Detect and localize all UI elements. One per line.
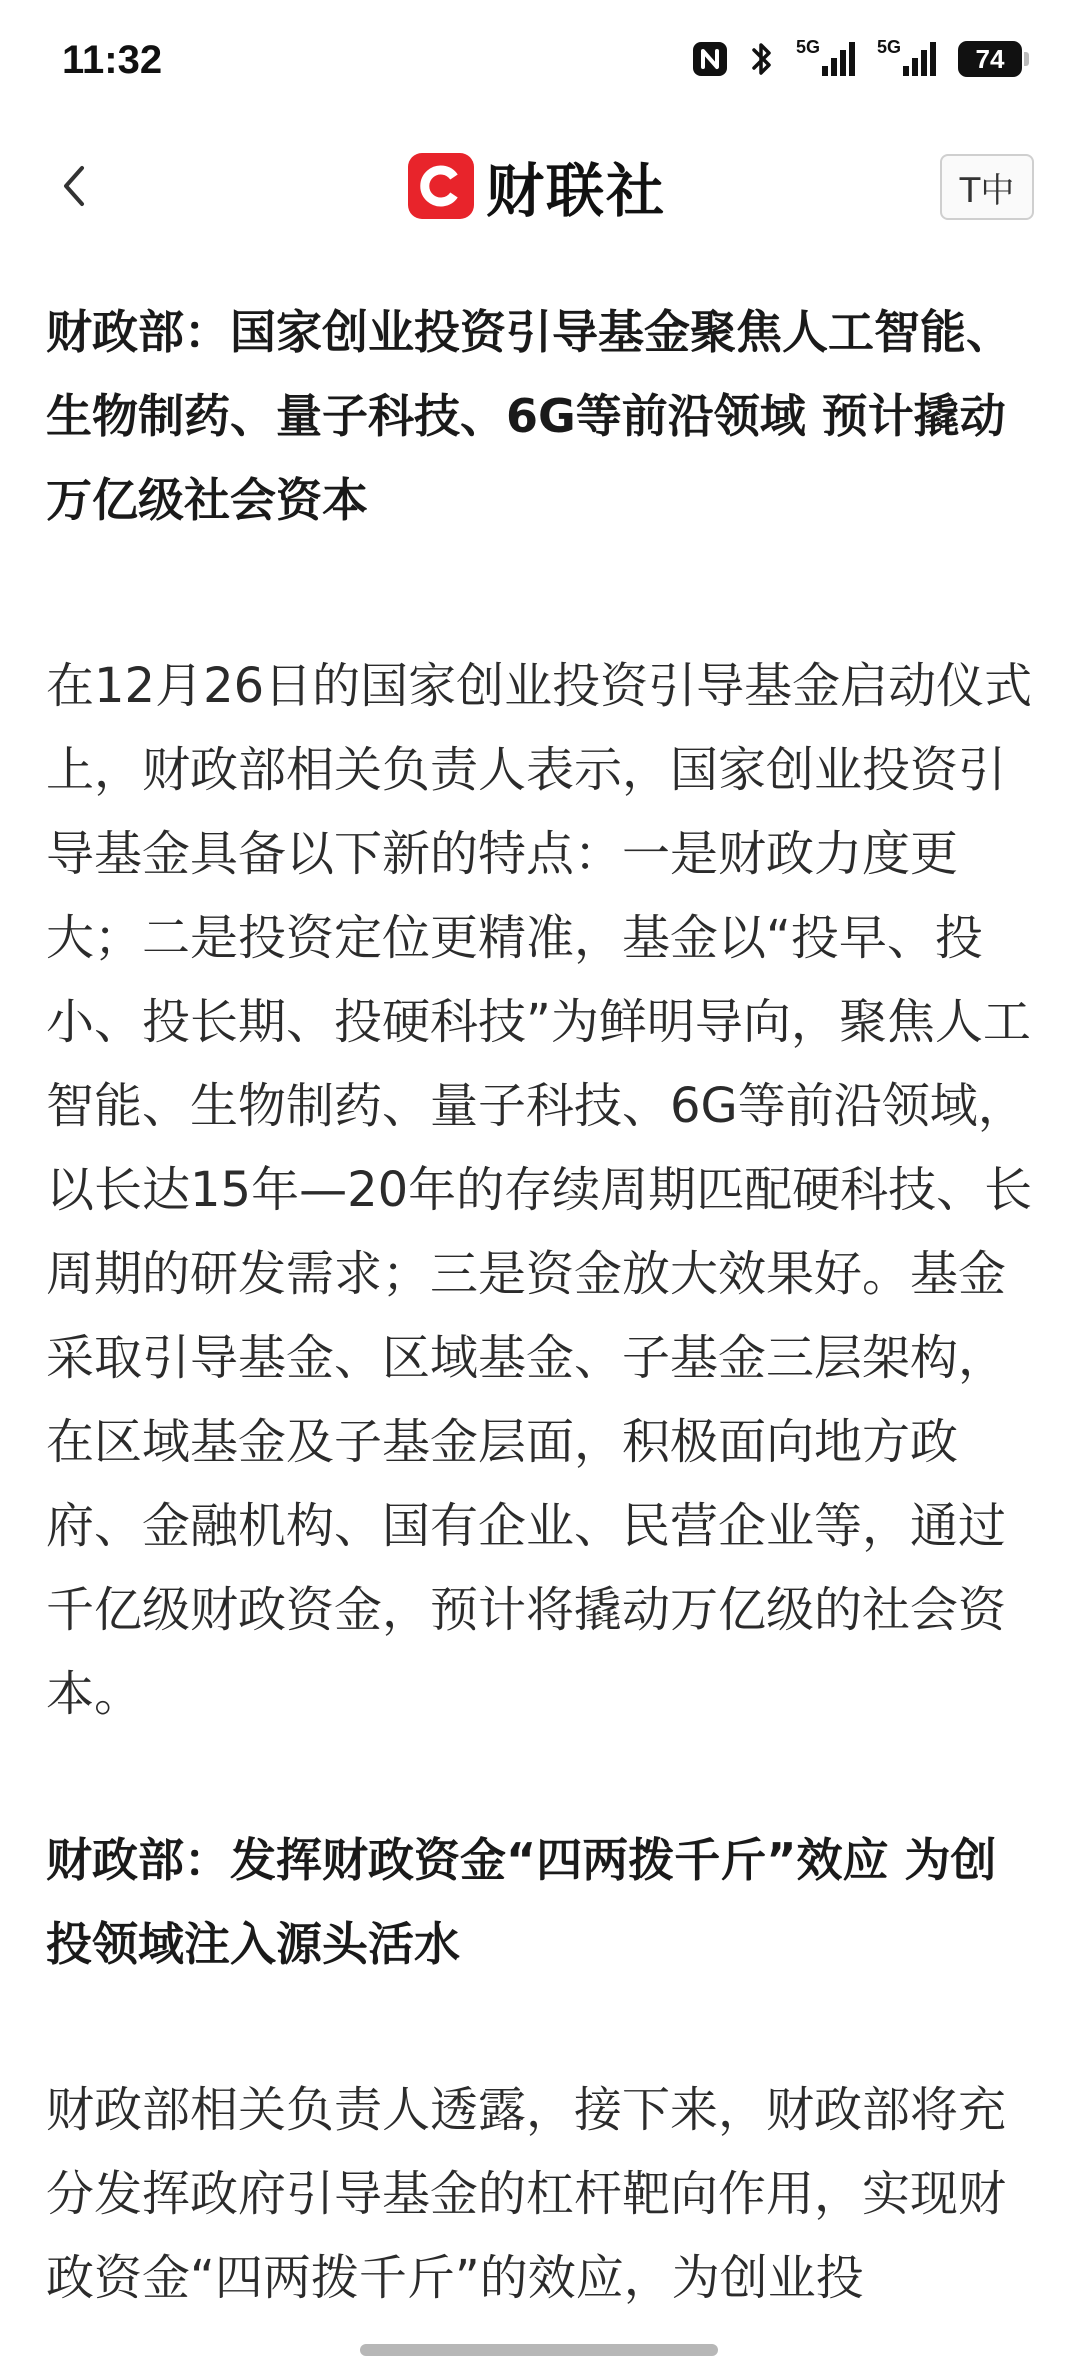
- battery-icon: 74: [958, 41, 1022, 77]
- signal-icon: [795, 36, 855, 76]
- nfc-icon: [692, 41, 728, 77]
- status-icons: [692, 36, 1022, 78]
- cls-logo-icon: [408, 153, 474, 219]
- signal-icon: [876, 36, 936, 76]
- article-paragraph: 在12月26日的国家创业投资引导基金启动仪式上，财政部相关负责人表示，国家创业投资引导基金具备以下新的特点：一是财政力度更大；二是投资定位更精准，基金以“投早、投小、投长期、投硬科技”为鲜明导向，聚焦人工智能、生物制药、量子科技、6G等前沿领域，以长达15年—20年的存续周期匹配硬科技、长周期的研发需求；三是资金放大效果好。基金采取引导基金、区域基金、子基金三层架构，在区域基金及子基金层面，积极面向地方政府、金融机构、国有企业、民营企业等，通过千亿级财政资金，预计将撬动万亿级的社会资本。: [46, 658, 1033, 1722]
- app-logo: [408, 150, 667, 225]
- article-body: [46, 290, 1034, 2320]
- status-time: 11:32: [62, 38, 163, 82]
- network-type-label: 5G: [876, 36, 901, 57]
- back-button[interactable]: [52, 162, 100, 210]
- article-subheading: 财政部：发挥财政资金“四两拨千斤”效应 为创投领域注入源头活水: [46, 1833, 997, 1971]
- article-paragraph: 财政部相关负责人透露，接下来，财政部将充分发挥政府引导基金的杠杆靶向作用，实现财政资金“四两拨千斤”的效应，为创业投: [46, 2082, 1007, 2306]
- network-type-label: 5G: [795, 36, 820, 57]
- logo-text: 财联社: [486, 157, 667, 225]
- font-size-button[interactable]: T中: [940, 154, 1034, 220]
- bluetooth-icon: [750, 40, 774, 78]
- chevron-left-icon: [52, 162, 100, 210]
- app-header: [0, 138, 1080, 234]
- article-heading: 财政部：国家创业投资引导基金聚焦人工智能、生物制药、量子科技、6G等前沿领域 预计撬动万亿级社会资本: [46, 305, 1012, 527]
- status-bar: [0, 0, 1080, 120]
- home-indicator[interactable]: [360, 2344, 718, 2356]
